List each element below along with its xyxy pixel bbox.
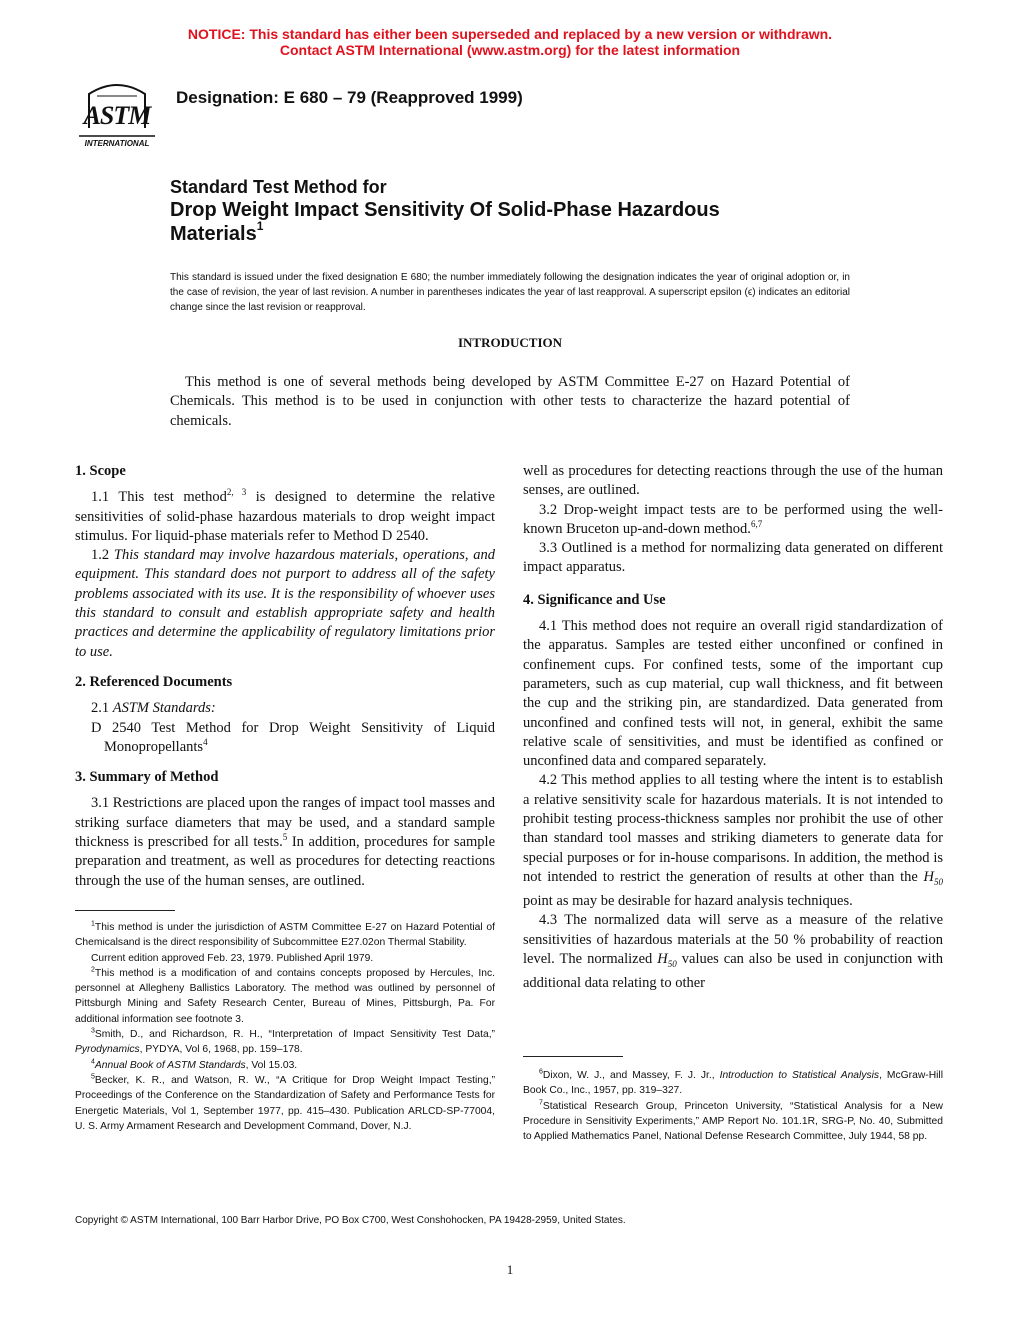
footnote-5: $^5$Becker, K. R., and Watson, R. W., “A Critique for Drop Weight Impact Testing,” Proceedings of the Conference on the Standardization of Safety and Performance Tests for Energetic Materials, Vol 1, September 1977, pp. 415–430. Publication ARLCD-SP-77004, U. S. Army Armament Research and Development Command, Dover, N.J. [75, 1073, 495, 1132]
paragraph-1-1: 1.1 This test method$^{2, 3}$ is designed to determine the relative sensitivities of solid-phase hazardous materials to drop weight impact stimulus. For liquid-phase materials refer to Method D 2540. [75, 487, 495, 544]
referenced-item-d2540: D 2540 Test Method for Drop Weight Sensitivity of Liquid Monopropellants$^4$ [91, 719, 495, 755]
astm-logo [75, 80, 159, 150]
footnote-1: $^1$This method is under the jurisdiction of ASTM Committee E-27 on Hazard Potential of Chemicalsand is the direct responsibility of Subcommittee E27.02on Thermal Stability. [75, 920, 495, 949]
svg-text:ASTM: ASTM [83, 101, 151, 130]
notice-line-2: Contact ASTM International (www.astm.org) for the latest information [279, 42, 741, 58]
section-heading-scope: 1. Scope [75, 463, 126, 479]
designation: Designation: E 680 – 79 (Reapproved 1999) [176, 88, 523, 107]
paragraph-4-3: 4.3 The normalized data will serve as a measure of the relative sensitivities of hazardous materials at the 50 % probability of reaction level. The normalized $H_{50}$ values can also be used in conjunction with additional data relating to other [523, 912, 943, 992]
document-title [170, 176, 930, 246]
footnote-2: $^2$This method is a modification of and contains concepts proposed by Hercules, Inc. personnel at Allegheny Ballistics Laboratory. The method was outlined by personnel of Pittsburgh Mining and Safety Research Center, Bureau of Mines, Pittsburgh, Pa. For additional information see footnote 3. [75, 966, 495, 1025]
title-footnote-mark: 1 [256, 219, 264, 233]
footnote-4: $^4$Annual Book of ASTM Standards, Vol 15.03. [91, 1058, 298, 1071]
footnote-7: $^7$Statistical Research Group, Princeton University, “Statistical Analysis for a New Procedure in Sensitivity Experiments,” AMP Report No. 101.1R, SRG-P, No. 40, Submitted to Applied Mathematics Panel, National Defense Research Committee, July 1944, 58 pp. [523, 1099, 943, 1143]
section-heading-summary: 3. Summary of Method [75, 769, 219, 786]
footnote-rule-right [523, 1056, 623, 1057]
paragraph-3-3: 3.3 Outlined is a method for normalizing data generated on different impact apparatus. [523, 540, 943, 576]
paragraph-1-2: 1.2 This standard may involve hazardous materials, operations, and equipment. This standard does not purport to address all of the safety problems associated with its use. It is the responsibility of whoever uses this standard to consult and establish appropriate safety and health practices and determine the applicability of regulatory limitations prior to use. [75, 547, 496, 660]
title-line-1: Standard Test Method for [170, 177, 387, 197]
page-number: 1 [506, 1262, 514, 1277]
footnote-6: $^6$Dixon, W. J., and Massey, F. J. Jr., Introduction to Statistical Analysis, McGraw-Hill Book Co., Inc., 1957, pp. 319–327. [523, 1068, 943, 1097]
introduction-text: This method is one of several methods being developed by ASTM Committee E-27 on Hazard Potential of Chemicals. This method is to be used in conjunction with other tests to characterize the hazard potential of chemicals. [170, 374, 850, 429]
left-column [75, 462, 496, 889]
paragraph-4-1: 4.1 This method does not require an overall rigid standardization of the apparatus. Samples are tested either unconfined or confined in confinement cups. For confined tests, some of the important cup parameters, such as cup material, cup wall thickness, and fit between the cup and the striking pin, are standardized. Data generated from unconfined and confined tests will not, in general, exhibit the same relative scale of sensitivities, and must be identified as confined or unconfined data and compared separately. [523, 618, 943, 770]
paragraph-3-1-continued: well as procedures for detecting reactions through the use of the human senses, are outlined. [523, 463, 943, 499]
footnote-rule-left [75, 910, 175, 911]
title-line-3: Materials$^1$ [170, 219, 264, 245]
paragraph-3-1-start: 3.1 Restrictions are placed upon the ranges of impact tool masses and striking surface diameters that may be used, and a standard sample thickness is prescribed for all tests.$^5$ In addition, procedures for sample preparation and treatment, as well as procedures for detecting reactions through the use of the human senses, are outlined. [75, 795, 496, 889]
title-line-2: Drop Weight Impact Sensitivity Of Solid-Phase Hazardous [170, 199, 720, 221]
paragraph-3-2: 3.2 Drop-weight impact tests are to be performed using the well-known Bruceton up-and-down method.$^{6,7}$ [523, 501, 943, 537]
footnotes-right [523, 1068, 943, 1144]
copyright: Copyright © ASTM International, 100 Barr Harbor Drive, PO Box C700, West Conshohocken, PA 19428-2959, United States. [75, 1215, 626, 1226]
paragraph-4-2: 4.2 This method applies to all testing where the intent is to establish a relative sensitivity scale for hazardous materials. It is not intended to prohibit testing process-thickness samples nor prohibit the use of other than standard tool masses and striking diameters to generate data for special purposes or for in-house comparisons. In addition, the method is not intended to restrict the generation of results at other than the $H_{50}$ point as may be desirable for hazard analysis techniques. [523, 772, 943, 910]
right-column [523, 462, 943, 994]
astm-logo-icon [75, 80, 159, 150]
section-heading-referenced-documents: 2. Referenced Documents [75, 673, 233, 690]
notice-line-1: NOTICE: This standard has either been superseded and replaced by a new version or withdrawn. [187, 26, 833, 42]
section-heading-significance: 4. Significance and Use [523, 591, 666, 608]
footnote-3: $^3$Smith, D., and Richardson, R. H., “Interpretation of Impact Sensitivity Test Data,” Pyrodynamics, PYDYA, Vol 6, 1968, pp. 159–178. [75, 1027, 495, 1056]
paragraph-2-1: 2.1 ASTM Standards: [91, 700, 216, 717]
introduction-heading: INTRODUCTION [457, 335, 562, 350]
svg-text:INTERNATIONAL: INTERNATIONAL [84, 139, 150, 148]
footnotes-left [75, 920, 495, 1134]
footnote-1-edition: Current edition approved Feb. 23, 1979. Published April 1979. [91, 952, 374, 964]
supersede-notice [0, 26, 1020, 58]
issuance-note: This standard is issued under the fixed designation E 680; the number immediately following the designation indicates the year of original adoption or, in the case of revision, the year of last revision. A number in parentheses indicates the year of last reapproval. A superscript epsilon (ϵ) indicates an editorial change since the last revision or reapproval. [170, 272, 850, 313]
